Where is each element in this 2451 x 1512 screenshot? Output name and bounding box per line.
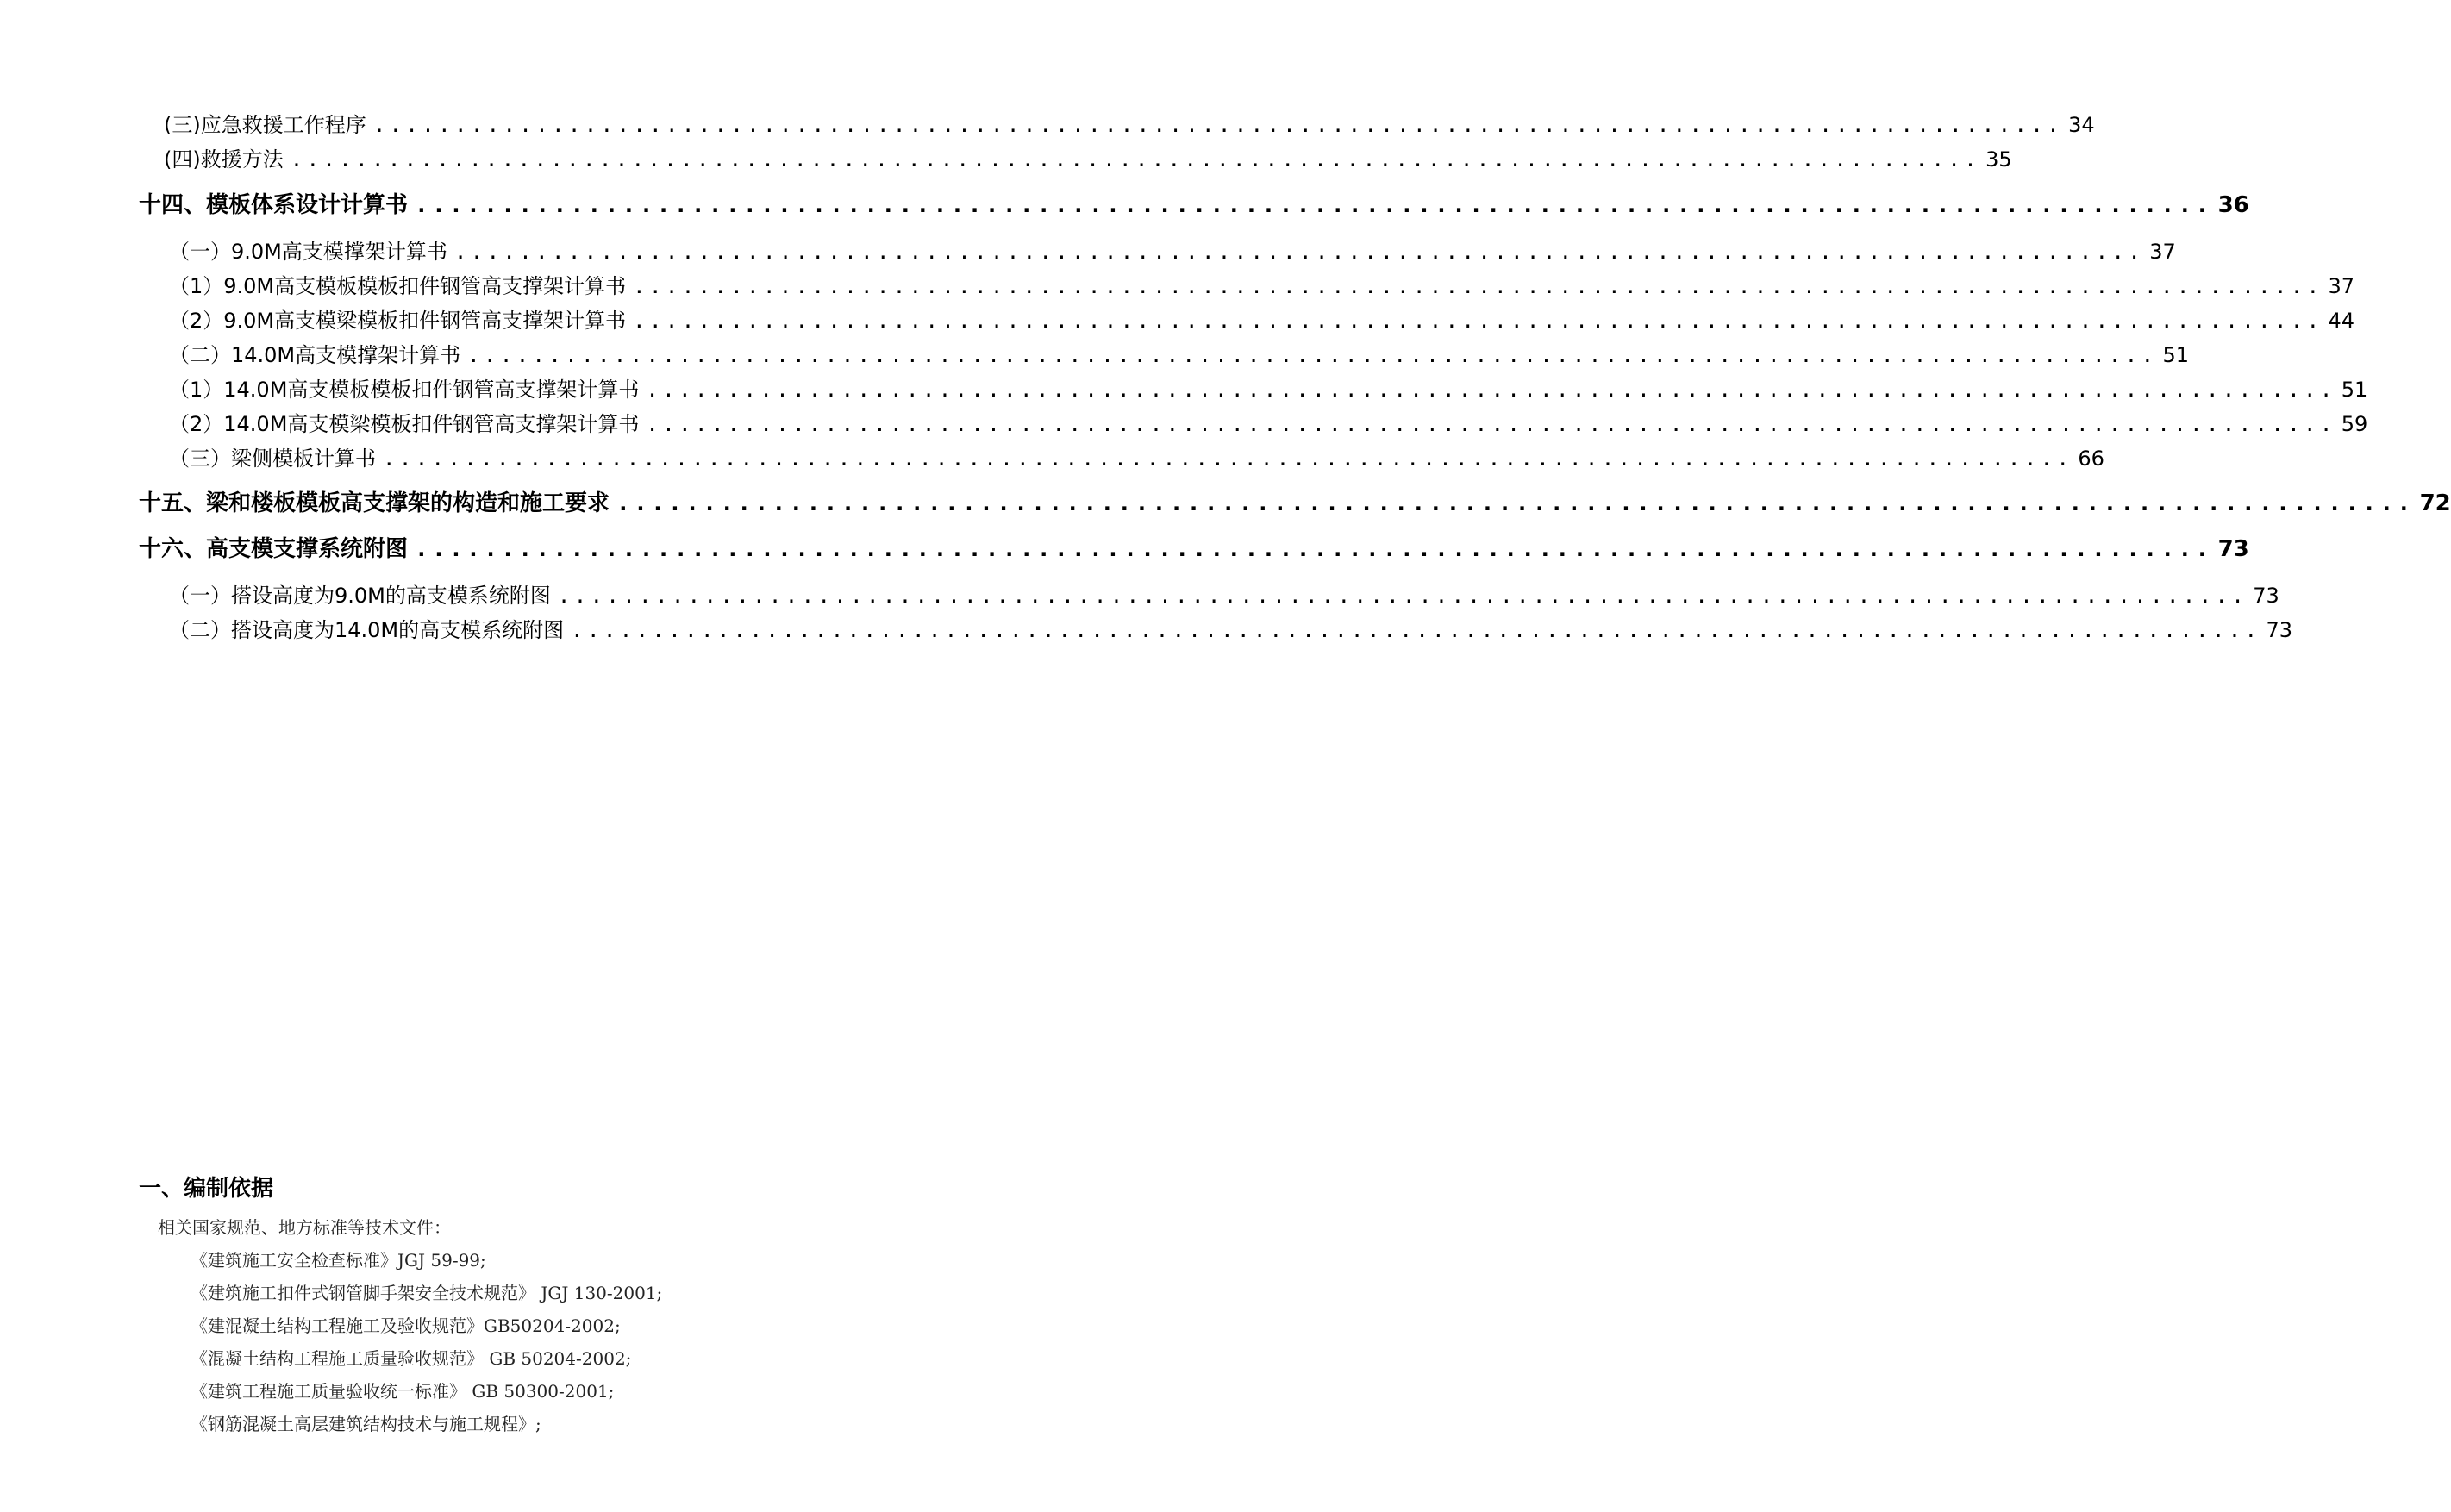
reference-item: 《建筑施工扣件式钢管脚手架安全技术规范》 JGJ 130-2001; [191, 1283, 663, 1303]
toc-entry-page: 37 [2328, 274, 2355, 298]
toc-entry[interactable] [164, 142, 2012, 172]
toc-entry[interactable] [169, 407, 2368, 437]
toc-entry-label: （二）14.0M高支模撑架计算书 [169, 343, 461, 367]
toc-entry-page: 73 [2217, 536, 2249, 562]
toc-entry-label: 十五、梁和楼板模板高支撑架的构造和施工要求 [139, 490, 610, 516]
toc-entry-page: 72 [2419, 490, 2451, 516]
toc-dot-leader: ........................................................................................................ [383, 447, 2073, 471]
toc-entry-label: （1）14.0M高支模板模板扣件钢管高支撑架计算书 [169, 378, 640, 402]
toc-dot-leader: ........................................................................................................ [467, 343, 2158, 367]
toc-entry-page: 59 [2341, 412, 2368, 436]
toc-entry-label: （1）9.0M高支模板模板扣件钢管高支撑架计算书 [169, 274, 627, 298]
toc-entry-page: 34 [2068, 113, 2095, 137]
toc-entry-label: （一）搭设高度为9.0M的高支模系统附图 [169, 584, 551, 608]
toc-dot-leader: ........................................................................................................ [616, 490, 2415, 516]
toc-entry[interactable] [139, 187, 2249, 219]
toc-entry[interactable] [169, 441, 2104, 472]
toc-entry[interactable] [169, 372, 2368, 403]
toc-dot-leader: ........................................................................................................ [633, 274, 2323, 298]
toc-dot-leader: ........................................................................................................ [372, 113, 2064, 137]
toc-dot-leader: ........................................................................................................ [646, 412, 2336, 436]
toc-entry-label: (三)应急救援工作程序 [164, 113, 366, 137]
toc-entry[interactable] [169, 578, 2279, 609]
toc-dot-leader: ........................................................................................................ [571, 618, 2261, 642]
toc-entry-page: 73 [2253, 584, 2279, 608]
toc-entry-page: 36 [2217, 192, 2249, 218]
toc-entry-label: 十六、高支模支撑系统附图 [139, 536, 409, 562]
toc-entry-label: （二）搭设高度为14.0M的高支模系统附图 [169, 618, 565, 642]
reference-item: 《建筑施工安全检查标准》JGJ 59-99; [191, 1250, 486, 1271]
toc-entry-label: （2）9.0M高支模梁模板扣件钢管高支撑架计算书 [169, 309, 627, 333]
toc-entry-page: 37 [2149, 240, 2176, 264]
toc-entry[interactable] [164, 108, 2095, 138]
toc-entry-page: 66 [2078, 447, 2104, 471]
toc-entry[interactable] [139, 485, 2451, 517]
section-heading: 一、编制依据 [139, 1176, 274, 1202]
toc-entry-page: 73 [2266, 618, 2293, 642]
reference-item: 《混凝土结构工程施工质量验收规范》 GB 50204-2002; [191, 1348, 632, 1369]
reference-item: 《建混凝土结构工程施工及验收规范》GB50204-2002; [191, 1315, 621, 1336]
toc-entry[interactable] [169, 234, 2176, 265]
toc-entry-label: 十四、模板体系设计计算书 [139, 192, 409, 218]
toc-entry[interactable] [169, 613, 2293, 643]
toc-entry-label: (四)救援方法 [164, 147, 284, 172]
reference-item: 《钢筋混凝土高层建筑结构技术与施工规程》; [191, 1414, 541, 1434]
toc-entry[interactable] [139, 531, 2249, 563]
toc-entry[interactable] [169, 338, 2190, 368]
toc-entry-label: （一）9.0M高支模撑架计算书 [169, 240, 447, 264]
toc-dot-leader: ........................................................................................................ [290, 147, 1981, 172]
toc-entry-label: （三）梁侧模板计算书 [169, 447, 376, 471]
toc-dot-leader: ........................................................................................................ [646, 378, 2336, 402]
toc-entry-page: 35 [1985, 147, 2012, 172]
section-intro-text: 相关国家规范、地方标准等技术文件： [158, 1217, 451, 1238]
toc-entry[interactable] [169, 269, 2355, 299]
toc-entry-page: 44 [2328, 309, 2355, 333]
toc-dot-leader: ........................................................................................................ [415, 536, 2213, 562]
toc-dot-leader: ........................................................................................................ [415, 192, 2213, 218]
toc-dot-leader: ........................................................................................................ [557, 584, 2248, 608]
toc-entry-page: 51 [2341, 378, 2368, 402]
toc-dot-leader: ........................................................................................................ [633, 309, 2323, 333]
reference-item: 《建筑工程施工质量验收统一标准》 GB 50300-2001; [191, 1381, 615, 1402]
toc-dot-leader: ........................................................................................................ [453, 240, 2145, 264]
toc-entry-label: （2）14.0M高支模梁模板扣件钢管高支撑架计算书 [169, 412, 640, 436]
toc-entry[interactable] [169, 303, 2355, 334]
toc-entry-page: 51 [2162, 343, 2190, 367]
